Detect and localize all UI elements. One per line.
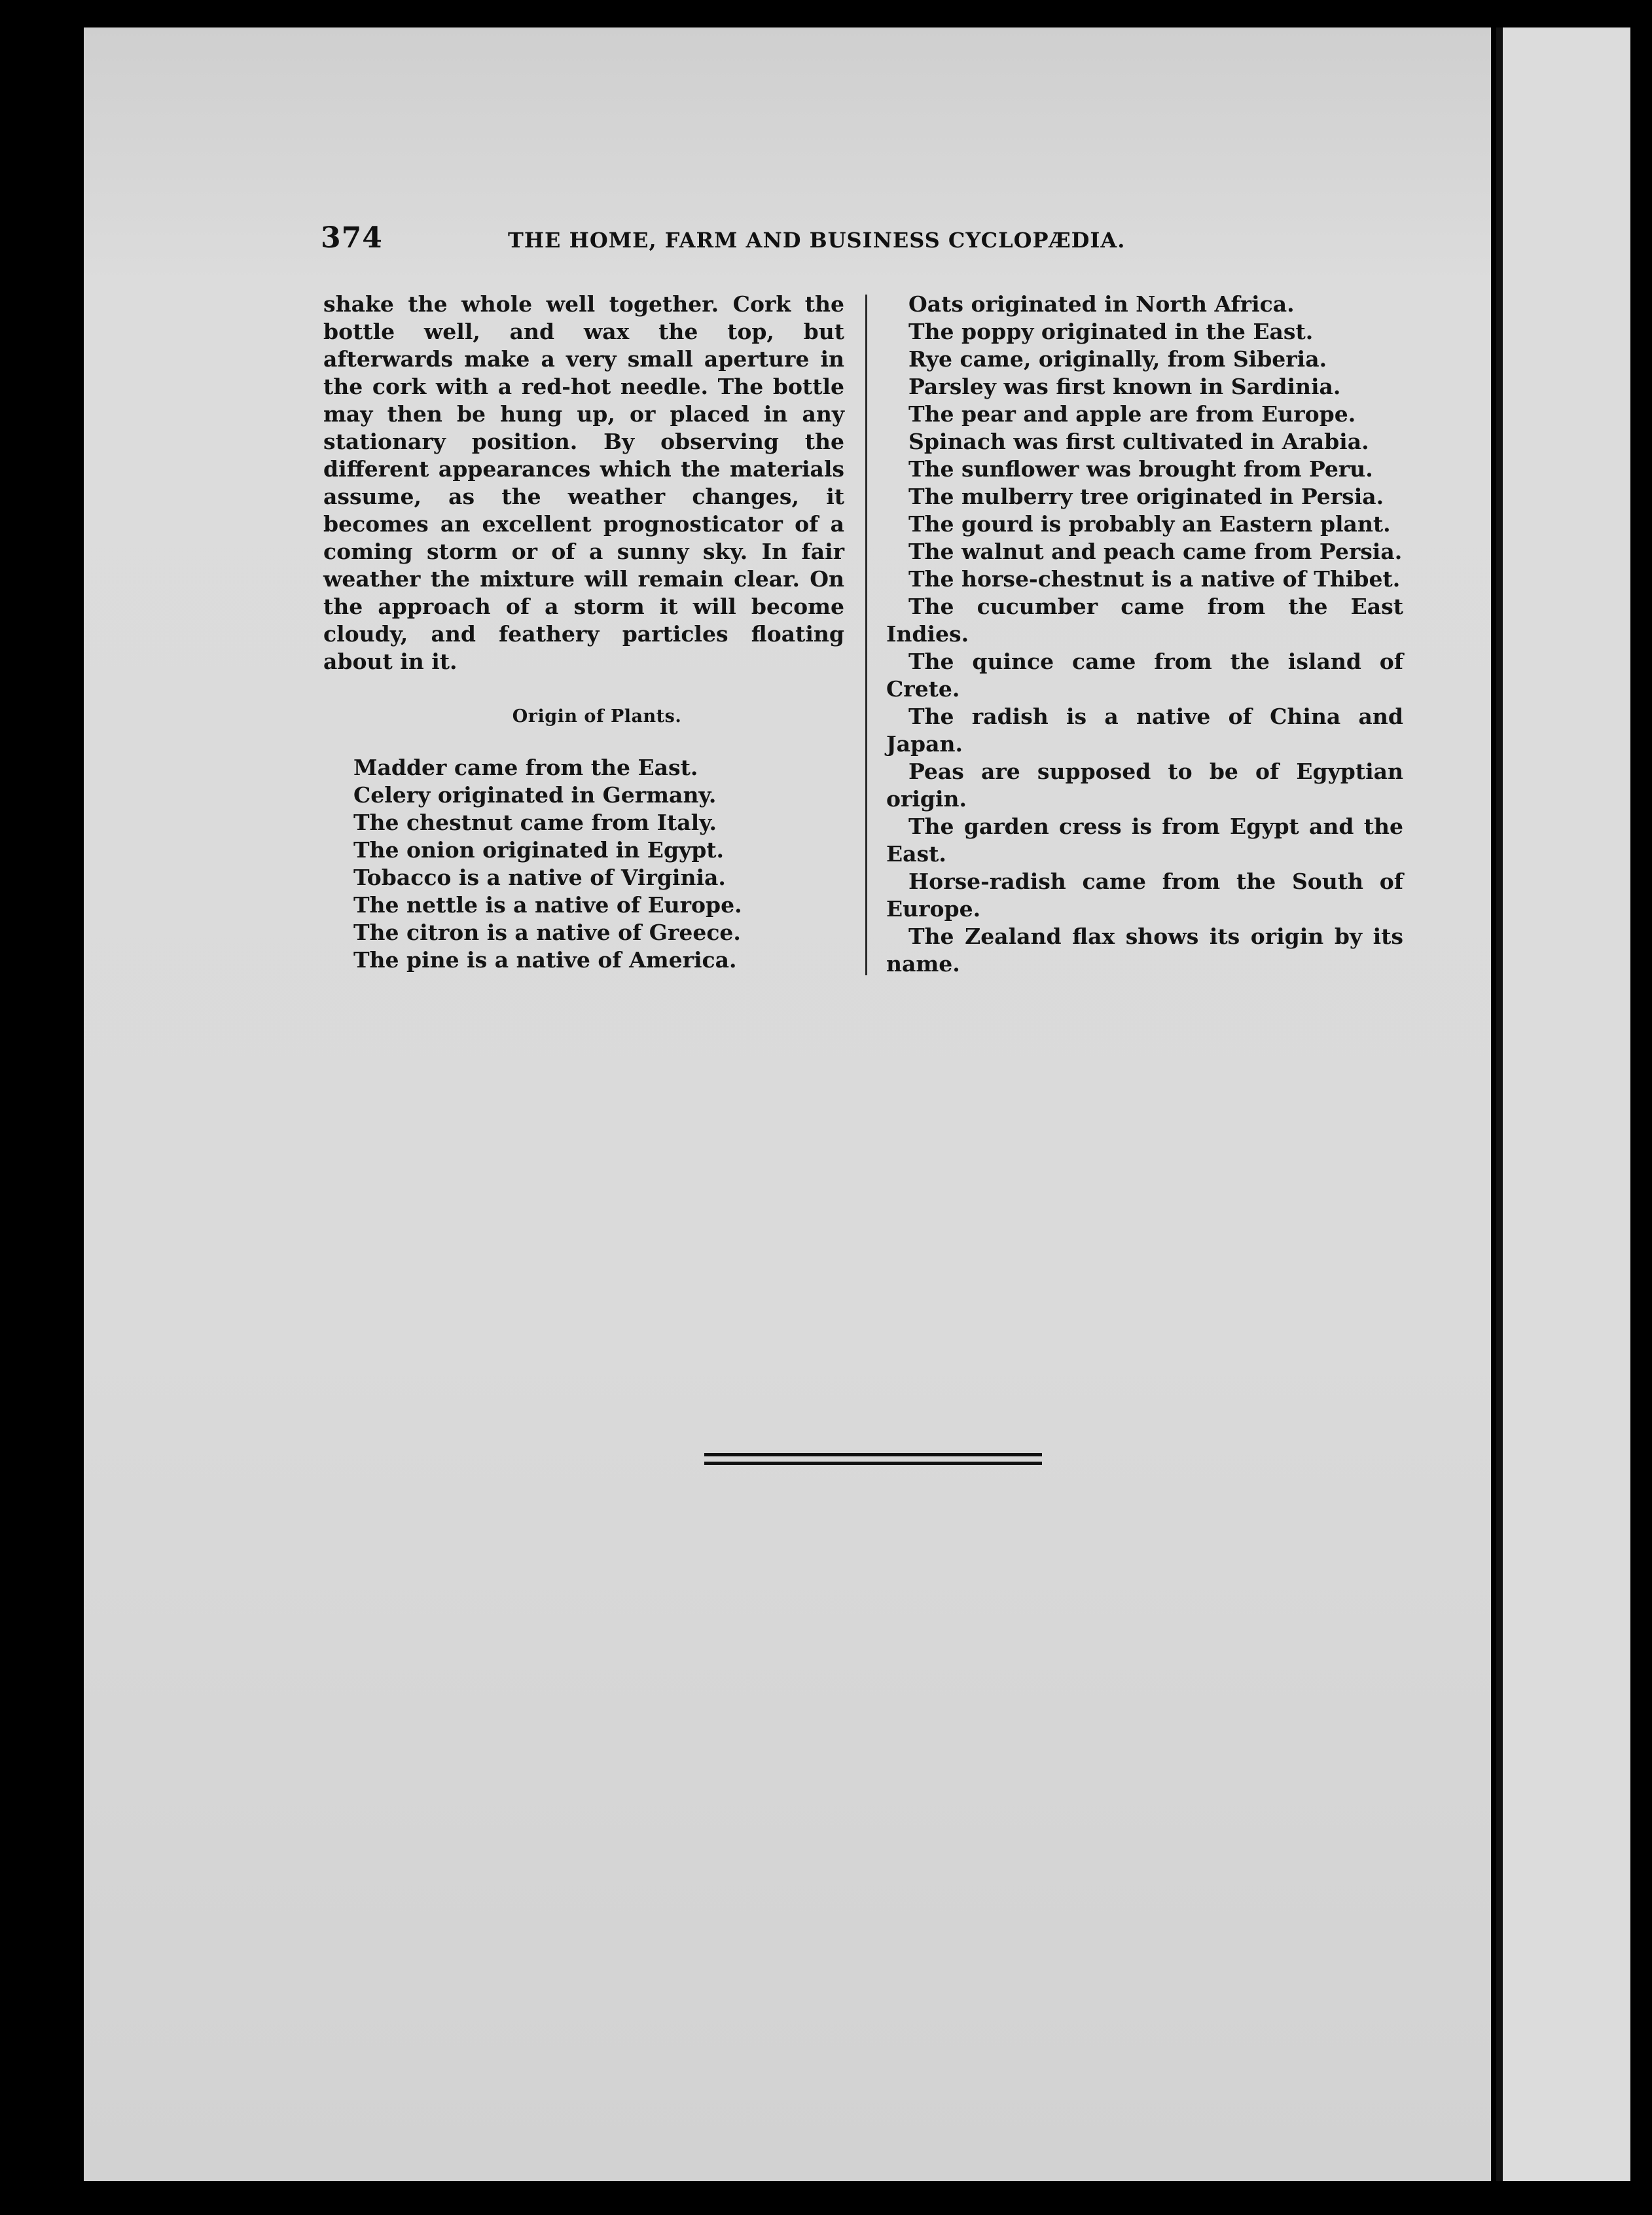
page-number: 374 bbox=[321, 221, 383, 255]
list-item: Oats originated in North Africa. bbox=[908, 291, 1295, 317]
list-item: The poppy originated in the East. bbox=[908, 319, 1314, 344]
list-item: The citron is a native of Greece. bbox=[353, 920, 741, 945]
list-item: Peas are supposed to be of Egyptian origin. bbox=[886, 759, 1403, 812]
end-rule bbox=[704, 1453, 1042, 1468]
list-item: The walnut and peach came from Persia. bbox=[908, 539, 1403, 564]
list-item: Spinach was first cultivated in Arabia. bbox=[908, 429, 1369, 454]
list-item: Horse-radish came from the South of Europe. bbox=[886, 869, 1403, 922]
running-head bbox=[321, 221, 1466, 261]
section-heading: Origin of Plants. bbox=[512, 706, 682, 727]
list-item: The chestnut came from Italy. bbox=[353, 810, 717, 835]
list-item: The gourd is probably an Eastern plant. bbox=[908, 511, 1391, 537]
column-rule bbox=[865, 295, 867, 975]
list-item: The onion originated in Egypt. bbox=[353, 837, 725, 863]
list-item: Celery originated in Germany. bbox=[353, 782, 717, 808]
list-item: Parsley was first known in Sardinia. bbox=[908, 374, 1341, 399]
facing-page-edge bbox=[1503, 27, 1630, 2181]
left-column bbox=[323, 291, 844, 974]
barometer-paragraph: shake the whole well together. Cork the bottle well, and wax the top, but afterwards make a very small aperture in the cork with a red-hot needle. The bottle may then be hung up, or placed in any stationary position. By observing the different appearances which the materials assume, as the weather changes, it becomes an excellent prognosticator of a coming storm or of a sunny sky. In fair weather the mixture will remain clear. On the approach of a storm it will become cloudy, and feathery particles floating about in it. bbox=[323, 291, 844, 674]
list-item: The garden cress is from Egypt and the East. bbox=[886, 814, 1403, 867]
plant-list-right bbox=[886, 291, 1403, 978]
list-item: The sunflower was brought from Peru. bbox=[908, 456, 1373, 482]
end-rule-line bbox=[704, 1462, 1042, 1465]
right-column bbox=[886, 291, 1403, 978]
list-item: The cucumber came from the East Indies. bbox=[886, 594, 1403, 647]
list-item: The horse-chestnut is a native of Thibet. bbox=[908, 566, 1401, 592]
list-item: The pear and apple are from Europe. bbox=[908, 401, 1356, 427]
list-item: Madder came from the East. bbox=[353, 755, 698, 780]
list-item: The Zealand flax shows its origin by its name. bbox=[886, 924, 1403, 977]
list-item: The pine is a native of America. bbox=[353, 947, 737, 973]
list-item: The quince came from the island of Crete. bbox=[886, 649, 1403, 702]
list-item: Tobacco is a native of Virginia. bbox=[353, 865, 726, 890]
book-title: THE HOME, FARM AND BUSINESS CYCLOPÆDIA. bbox=[508, 228, 1126, 253]
list-item: The radish is a native of China and Japan. bbox=[886, 704, 1403, 757]
list-item: Rye came, originally, from Siberia. bbox=[908, 346, 1327, 372]
end-rule-line bbox=[704, 1453, 1042, 1456]
plant-list-left bbox=[323, 754, 844, 974]
list-item: The mulberry tree originated in Persia. bbox=[908, 484, 1384, 509]
list-item: The nettle is a native of Europe. bbox=[353, 892, 742, 918]
